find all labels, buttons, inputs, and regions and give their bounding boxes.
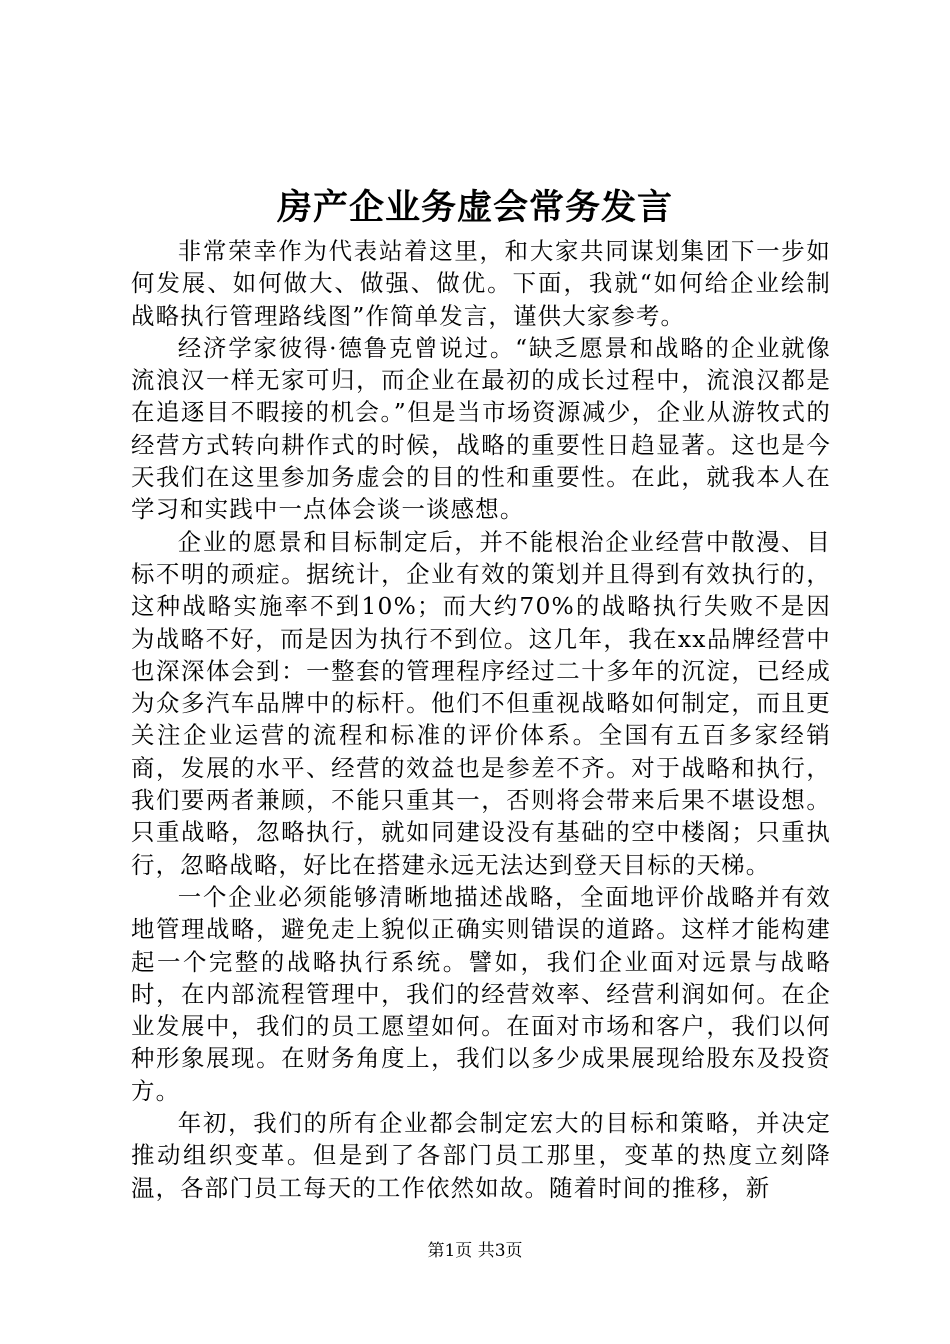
paragraph: 一个企业必须能够清晰地描述战略，全面地评价战略并有效地管理战略，避免走上貌似正确实则错误的道路。这样才能构建起一个完整的战略执行系统。譬如，我们企业面对远景与战略时，在内部流程管理中，我们的经营效率、经营利润如何。在企业发展中，我们的员工愿望如何。在面对市场和客户，我们以何种形象展现。在财务角度上，我们以多少成果展现给股东及投资方。 — [131, 882, 831, 1105]
paragraph: 非常荣幸作为代表站着这里，和大家共同谋划集团下一步如何发展、如何做大、做强、做优。下面，我就“如何给企业绘制战略执行管理路线图”作简单发言，谨供大家参考。 — [131, 237, 831, 330]
paragraph: 企业的愿景和目标制定后，并不能根治企业经营中散漫、目标不明的顽症。据统计，企业有效的策划并且得到有效执行的，这种战略实施率不到10%；而大约70%的战略执行失败不是因为战略不好，而是因为执行不到位。这几年，我在xx品牌经营中也深深体会到：一整套的管理程序经过二十多年的沉淀，已经成为众多汽车品牌中的标杆。他们不但重视战略如何制定，而且更关注企业运营的流程和标准的评价体系。全国有五百多家经销商，发展的水平、经营的效益也是参差不齐。对于战略和执行，我们要两者兼顾，不能只重其一，否则将会带来后果不堪设想。只重战略，忽略执行，就如同建设没有基础的空中楼阁；只重执行，忽略战略，好比在搭建永远无法达到登天目标的天梯。 — [131, 527, 831, 879]
document-title: 房产企业务虚会常务发言 — [276, 187, 673, 228]
paragraph: 年初，我们的所有企业都会制定宏大的目标和策略，并决定推动组织变革。但是到了各部门员工那里，变革的热度立刻降温，各部门员工每天的工作依然如故。随着时间的推移，新 — [131, 1109, 831, 1202]
paragraph: 经济学家彼得·德鲁克曾说过。“缺乏愿景和战略的企业就像流浪汉一样无家可归，而企业在最初的成长过程中，流浪汉都是在追逐目不暇接的机会。”但是当市场资源减少，企业从游牧式的经营方式转向耕作式的时候，战略的重要性日趋显著。这也是今天我们在这里参加务虚会的目的性和重要性。在此，就我本人在学习和实践中一点体会谈一谈感想。 — [131, 333, 831, 524]
document-body — [131, 235, 831, 1204]
page-number-footer: 第1页 共3页 — [427, 1241, 523, 1261]
